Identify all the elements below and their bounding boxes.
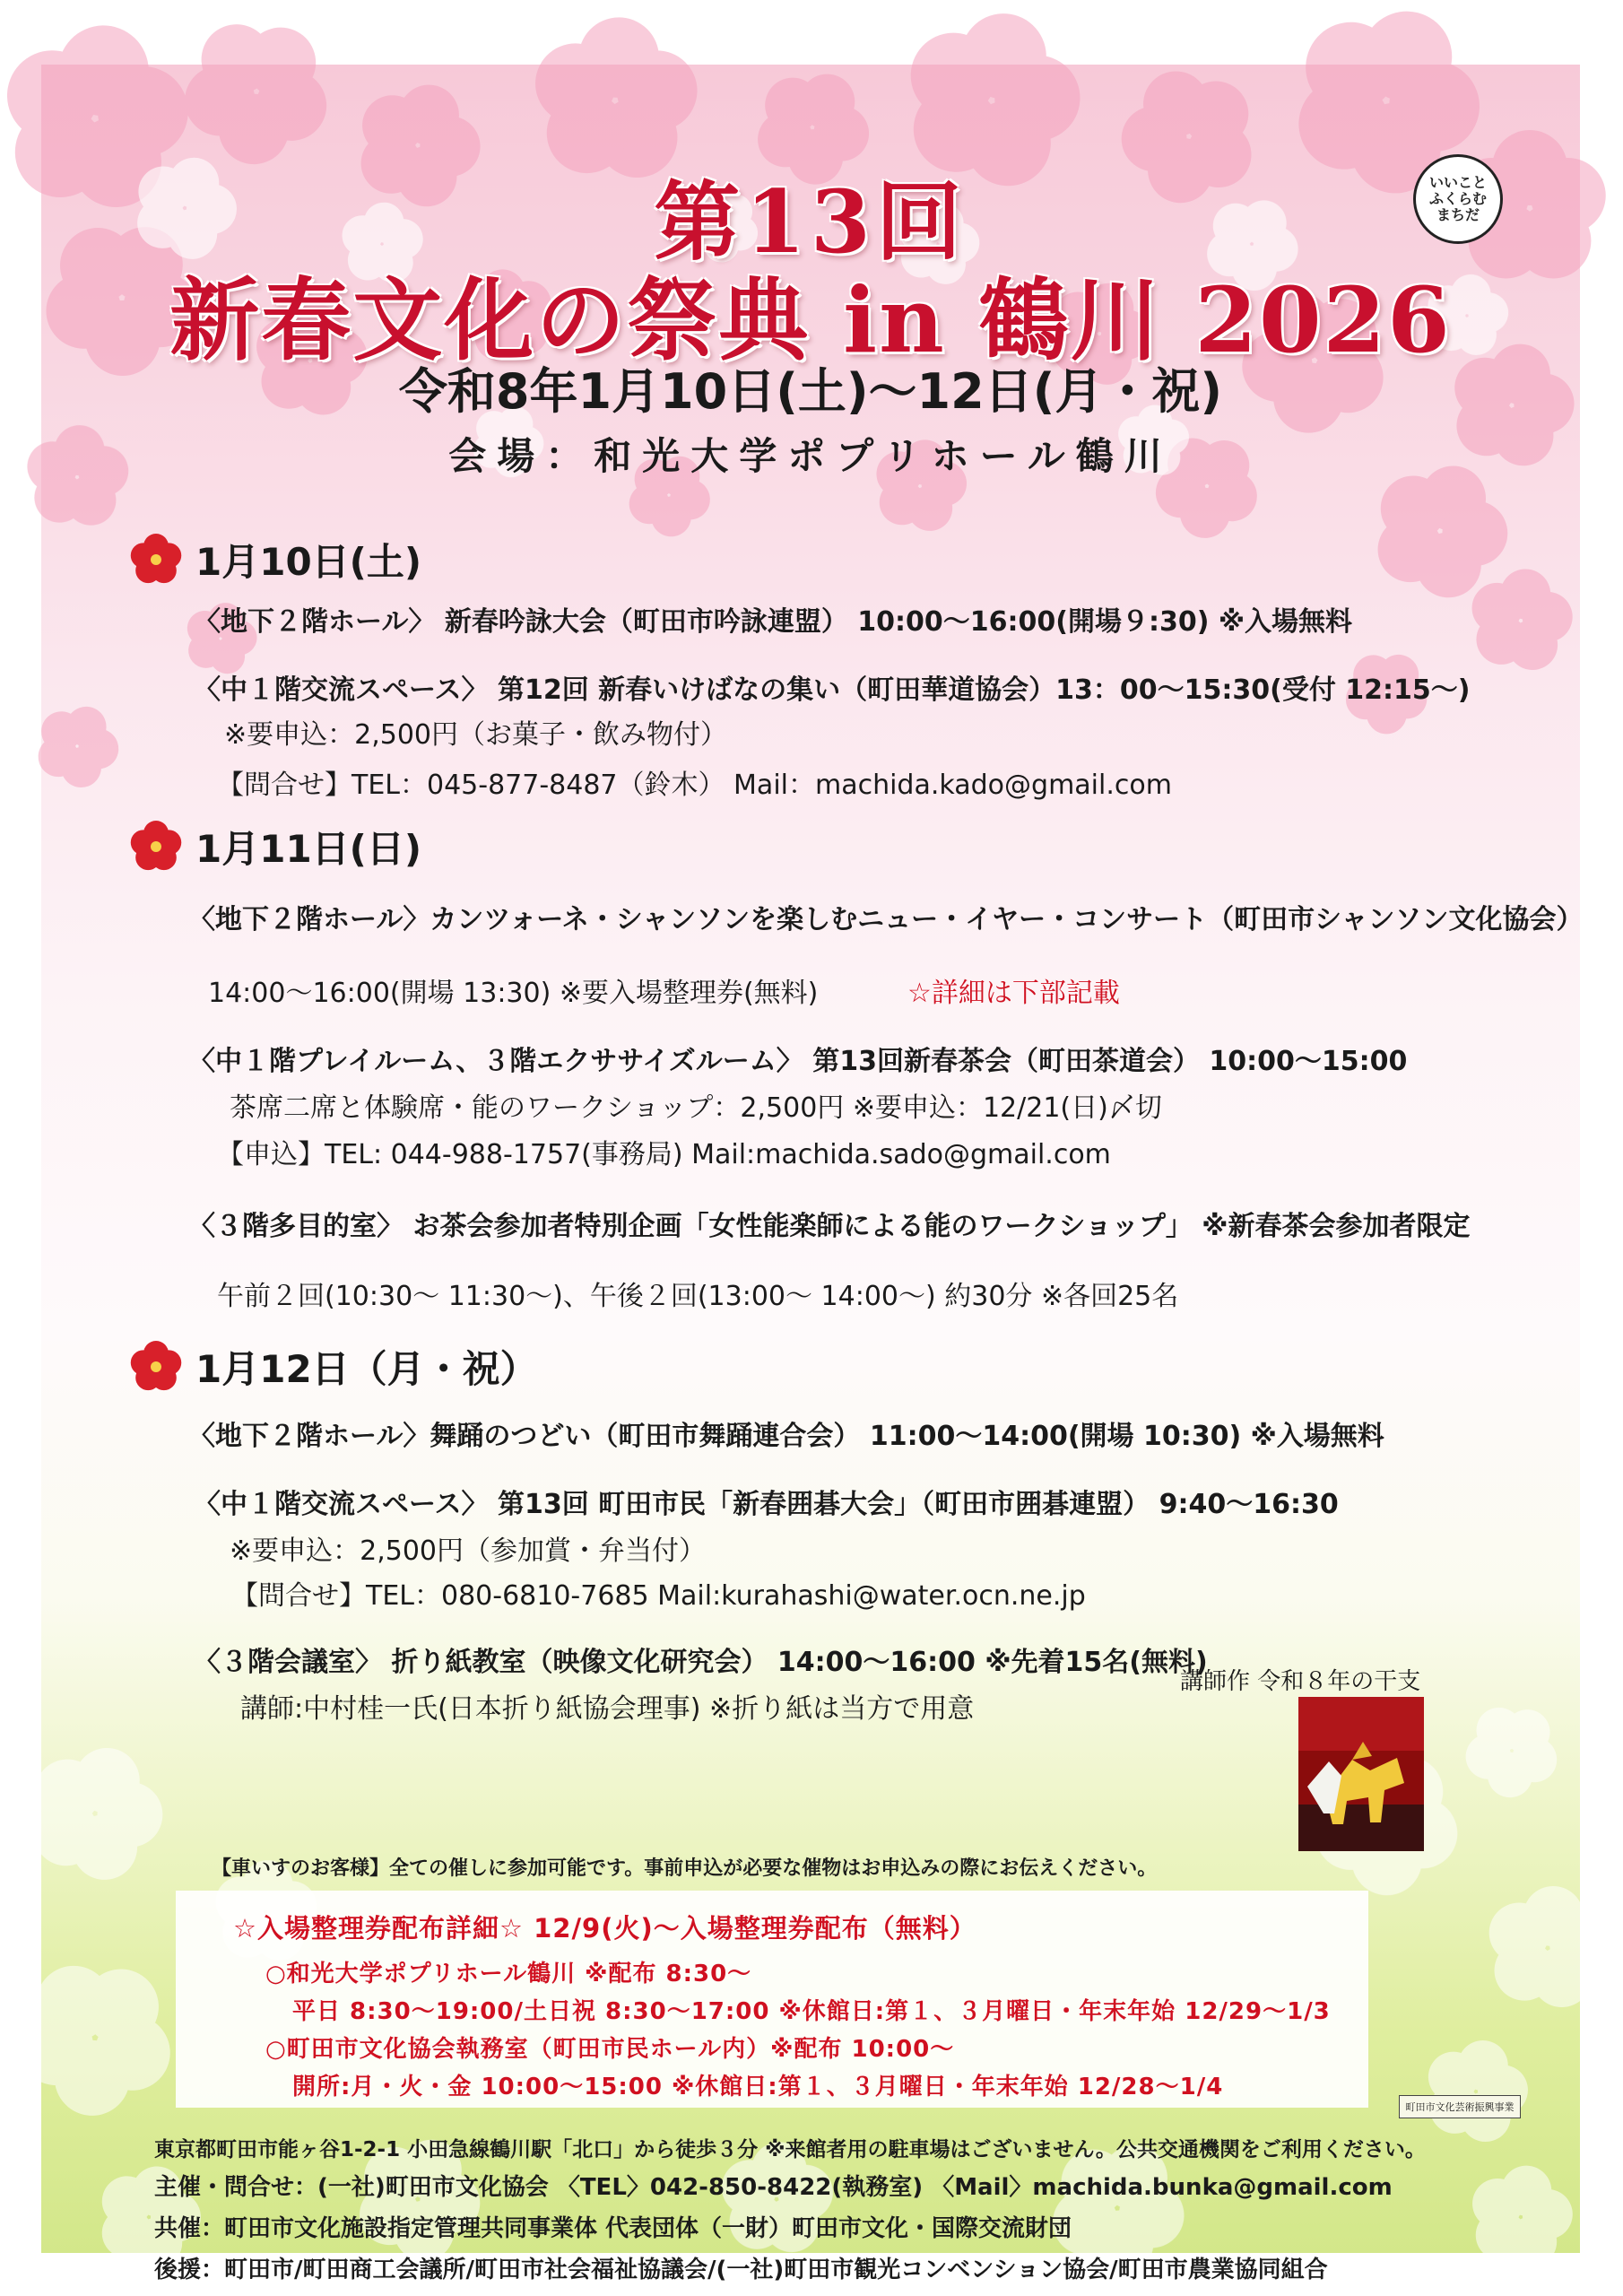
ticket-info-box	[176, 1891, 1368, 2108]
ticket-line: ○和光大学ポプリホール鶴川 ※配布 8:30～	[265, 1961, 752, 1987]
day-label: 1月12日（月・祝）	[195, 1347, 538, 1391]
ticket-line: ○町田市文化協会執務室（町田市民ホール内）※配布 10:00～	[265, 2036, 955, 2063]
plum-blossom-icon	[127, 531, 185, 588]
event-line: ※要申込：2,500円（参加賞・弁当付）	[230, 1535, 707, 1567]
cohost-info: 共催：町田市文化施設指定管理共同事業体 代表団体（一財）町田市文化・国際交流財団	[154, 2215, 1072, 2242]
event-line: 〈中１階プレイルーム、３階エクササイズルーム〉 第13回新春茶会（町田茶道会） 10:00～15:00	[188, 1046, 1408, 1077]
event-venue: 会場：和光大学ポプリホール鶴川	[448, 434, 1173, 478]
logo-text-3: まちだ	[1436, 206, 1480, 223]
day-label: 1月11日(日)	[195, 827, 422, 871]
event-line: 〈地下２階ホール〉 新春吟詠大会（町田市吟詠連盟） 10:00～16:00(開場９:30) ※入場無料	[194, 606, 1353, 638]
sponsor-badge: 町田市文化芸術振興事業	[1399, 2095, 1521, 2118]
ticket-heading: ☆入場整理券配布詳細☆ 12/9(火)～入場整理券配布（無料）	[233, 1913, 976, 1944]
day-heading-3	[127, 1338, 538, 1396]
origami-caption: 講師作 令和８年の干支	[1180, 1668, 1421, 1695]
event-line: 〈３階会議室〉 折り紙教室（映像文化研究会） 14:00～16:00 ※先着15名(無料)	[194, 1647, 1208, 1678]
flyer	[41, 65, 1584, 2283]
event-line: 〈地下２階ホール〉舞踊のつどい（町田市舞踊連合会） 11:00～14:00(開場 10:30) ※入場無料	[188, 1421, 1384, 1452]
access-info: 東京都町田市能ヶ谷1-2-1 小田急線鶴川駅「北口」から徒歩３分 ※来館者用の駐車場はございません。公共交通機関をご利用ください。	[154, 2138, 1426, 2161]
event-line: 【問合せ】TEL：080-6810-7685 Mail:kurahashi@water.ocn.ne.jp	[231, 1580, 1086, 1612]
event-line: 〈地下２階ホール〉カンツォーネ・シャンソンを楽しむニュー・イヤー・コンサート（町田市シャンソン文化協会）	[188, 904, 1584, 935]
event-line: 茶席二席と体験席・能のワークショップ：2,500円 ※要申込：12/21(日)〆切	[230, 1092, 1162, 1124]
title-main: 新春文化の祭典 in 鶴川 2026	[169, 267, 1452, 373]
ticket-line: 平日 8:30～19:00/土日祝 8:30～17:00 ※休館日:第１、３月曜日・年末年始 12/29～1/3	[292, 1998, 1331, 2025]
event-line: 講師:中村桂一氏(日本折り紙協会理事) ※折り紙は当方で用意	[240, 1693, 975, 1725]
event-line: 〈中１階交流スペース〉 第12回 新春いけばなの集い（町田華道協会）13：00～15:30(受付 12:15～)	[194, 674, 1471, 706]
plum-blossom-icon	[127, 1338, 185, 1396]
support-info: 後援：町田市/町田商工会議所/町田市社会福祉協議会/(一社)町田市観光コンベンション協会/町田市農業協同組合	[154, 2257, 1328, 2283]
event-dates: 令和8年1月10日(土)～12日(月・祝)	[398, 363, 1223, 420]
organizer-info: 主催・問合せ：(一社)町田市文化協会 〈TEL〉042-850-8422(執務室) 〈Mail〉machida.bunka@gmail.com	[154, 2174, 1393, 2201]
event-line: 〈中１階交流スペース〉 第13回 町田市民「新春囲碁大会」（町田市囲碁連盟） 9:40～16:30	[194, 1489, 1339, 1520]
event-line: ☆詳細は下部記載	[907, 978, 1120, 1009]
event-line: 午前２回(10:30～ 11:30～)、午後２回(13:00～ 14:00～) 約30分 ※各回25名	[217, 1281, 1179, 1312]
title-edition: 第13回	[654, 171, 968, 273]
plum-blossom-icon	[127, 818, 185, 875]
day-label: 1月10日(土)	[195, 540, 422, 584]
event-line: 〈３階多目的室〉 お茶会参加者特別企画「女性能楽師による能のワークショップ」 ※新春茶会参加者限定	[188, 1211, 1471, 1242]
event-line: 【問合せ】TEL：045-877-8487（鈴木） Mail：machida.kado@gmail.com	[217, 770, 1172, 801]
event-line: 【申込】TEL: 044-988-1757(事務局) Mail:machida.sado@gmail.com	[217, 1139, 1111, 1170]
event-line: ※要申込：2,500円（お菓子・飲み物付）	[224, 719, 728, 751]
day-heading-2	[127, 818, 421, 875]
day-heading-1	[127, 531, 421, 588]
logo-text-2: ふくらむ	[1428, 190, 1487, 207]
ticket-line: 開所:月・火・金 10:00～15:00 ※休館日:第１、３月曜日・年末年始 12/28～1/4	[292, 2074, 1224, 2100]
event-line: 14:00～16:00(開場 13:30) ※要入場整理券(無料)	[208, 978, 819, 1009]
wheelchair-notice: 【車いすのお客様】全ての催しに参加可能です。事前申込が必要な催物はお申込みの際にお伝えください。	[212, 1857, 1158, 1880]
logo-text-1: いいこと	[1428, 174, 1487, 191]
origami-horse-photo	[1298, 1697, 1424, 1851]
